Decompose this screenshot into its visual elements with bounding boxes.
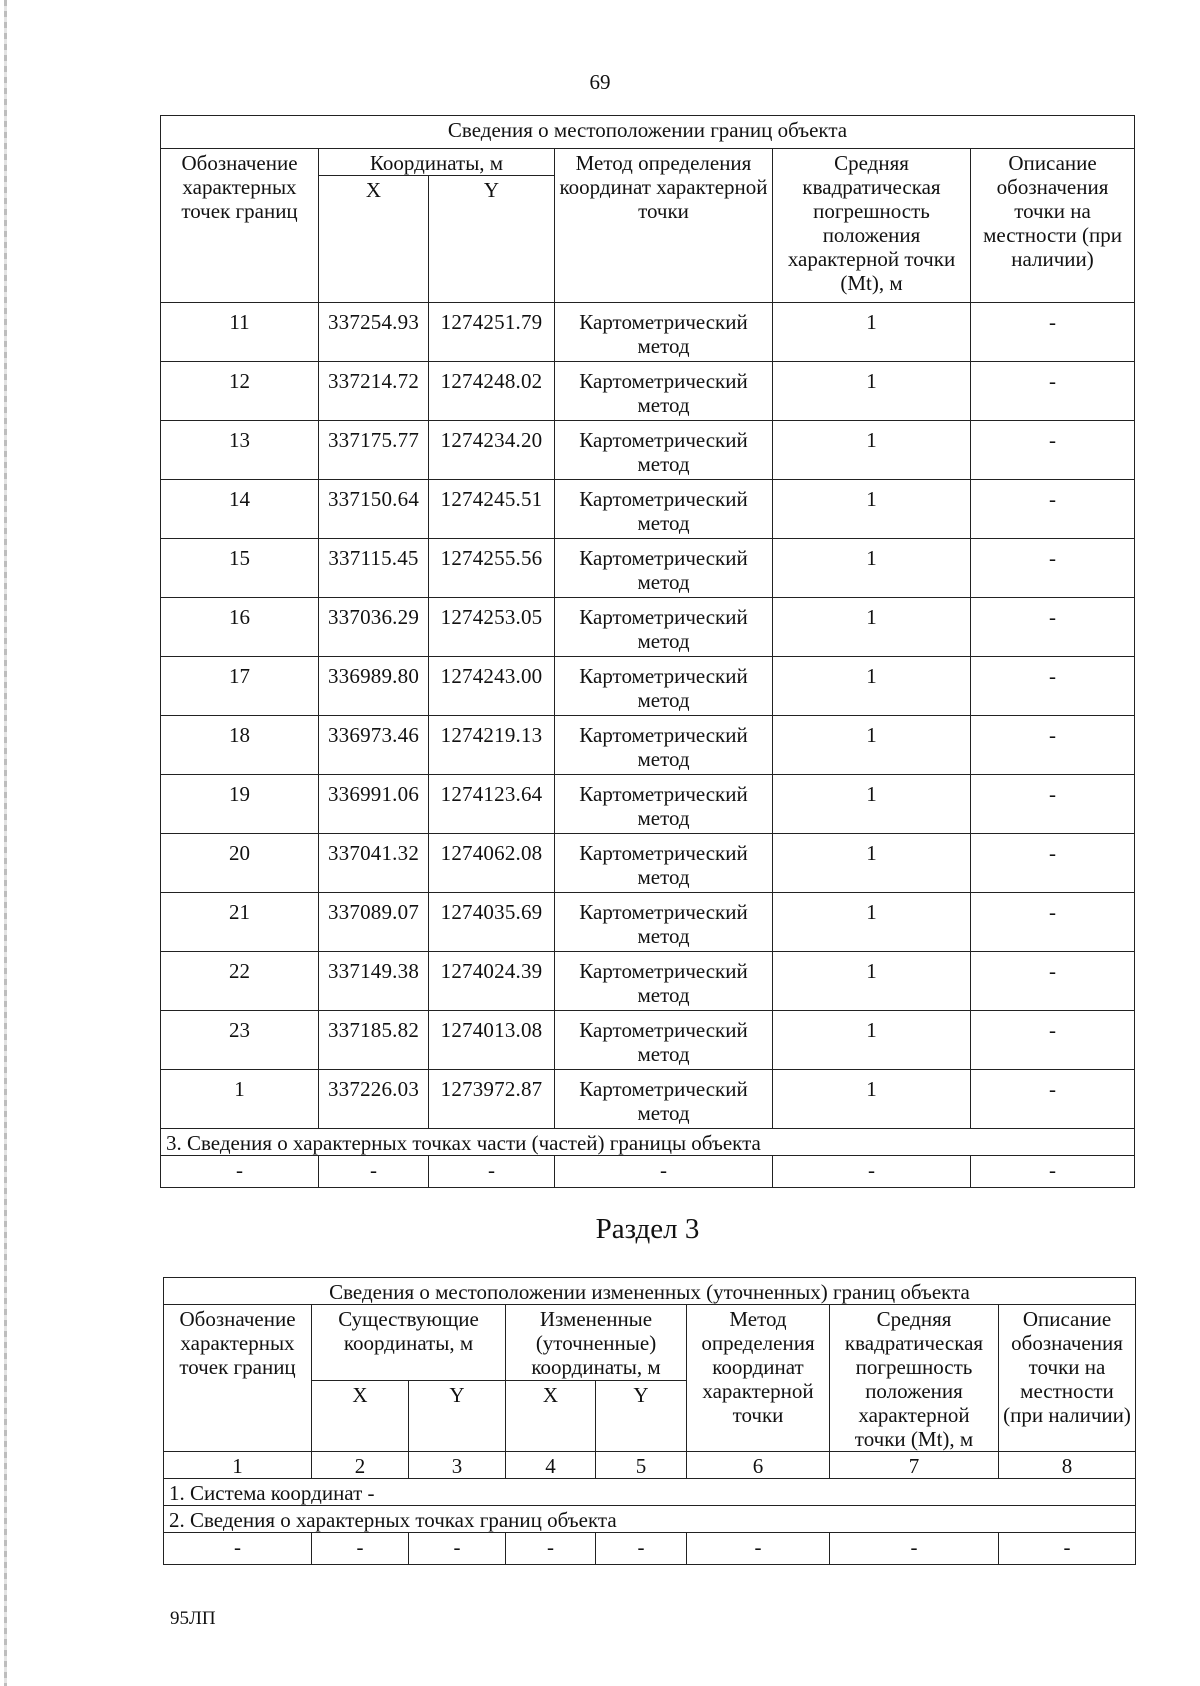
empty-cell: - bbox=[319, 1156, 429, 1188]
y-coordinate: 1274062.08 bbox=[429, 834, 555, 893]
column-number: 4 bbox=[506, 1452, 596, 1479]
error-value: 1 bbox=[773, 1070, 971, 1129]
description-cell: - bbox=[971, 480, 1135, 539]
column-number: 5 bbox=[596, 1452, 687, 1479]
description-cell: - bbox=[971, 303, 1135, 362]
header-existing-y: Y bbox=[409, 1380, 506, 1452]
point-label: 22 bbox=[161, 952, 319, 1011]
table-row bbox=[161, 952, 1135, 1011]
empty-cell: - bbox=[830, 1533, 999, 1565]
error-value: 1 bbox=[773, 303, 971, 362]
point-label: 13 bbox=[161, 421, 319, 480]
x-coordinate: 337115.45 bbox=[319, 539, 429, 598]
header-changed-x: X bbox=[506, 1380, 596, 1452]
scan-page-edge bbox=[4, 0, 7, 1686]
column-number: 1 bbox=[164, 1452, 312, 1479]
description-cell: - bbox=[971, 598, 1135, 657]
point-label: 17 bbox=[161, 657, 319, 716]
error-value: 1 bbox=[773, 539, 971, 598]
y-coordinate: 1274123.64 bbox=[429, 775, 555, 834]
x-coordinate: 337214.72 bbox=[319, 362, 429, 421]
table-row bbox=[161, 598, 1135, 657]
method-cell: Картометрический метод bbox=[555, 598, 773, 657]
x-coordinate: 337226.03 bbox=[319, 1070, 429, 1129]
x-coordinate: 337175.77 bbox=[319, 421, 429, 480]
error-value: 1 bbox=[773, 657, 971, 716]
point-label: 23 bbox=[161, 1011, 319, 1070]
y-coordinate: 1274035.69 bbox=[429, 893, 555, 952]
column-number: 6 bbox=[687, 1452, 830, 1479]
description-cell: - bbox=[971, 952, 1135, 1011]
empty-cell: - bbox=[161, 1156, 319, 1188]
column-number: 3 bbox=[409, 1452, 506, 1479]
description-cell: - bbox=[971, 1011, 1135, 1070]
section-title: Раздел 3 bbox=[595, 1213, 700, 1245]
empty-cell: - bbox=[312, 1533, 409, 1565]
description-cell: - bbox=[971, 421, 1135, 480]
empty-cell: - bbox=[687, 1533, 830, 1565]
error-value: 1 bbox=[773, 834, 971, 893]
header-description: Описание обозначения точки на местности (при наличии) bbox=[971, 149, 1135, 303]
table-title: Сведения о местоположении измененных (уточненных) границ объекта bbox=[164, 1278, 1136, 1305]
point-label: 19 bbox=[161, 775, 319, 834]
description-cell: - bbox=[971, 716, 1135, 775]
empty-cell: - bbox=[999, 1533, 1136, 1565]
header-changed-y: Y bbox=[596, 1380, 687, 1452]
method-cell: Картометрический метод bbox=[555, 480, 773, 539]
header-error: Средняя квадратическая погрешность положения характерной точки (Mt), м bbox=[830, 1305, 999, 1452]
column-number: 2 bbox=[312, 1452, 409, 1479]
description-cell: - bbox=[971, 775, 1135, 834]
x-coordinate: 336991.06 bbox=[319, 775, 429, 834]
point-label: 16 bbox=[161, 598, 319, 657]
x-coordinate: 336973.46 bbox=[319, 716, 429, 775]
header-coords: Координаты, м bbox=[319, 149, 555, 176]
x-coordinate: 337150.64 bbox=[319, 480, 429, 539]
method-cell: Картометрический метод bbox=[555, 362, 773, 421]
page-number: 69 bbox=[589, 70, 611, 94]
y-coordinate: 1273972.87 bbox=[429, 1070, 555, 1129]
error-value: 1 bbox=[773, 1011, 971, 1070]
error-value: 1 bbox=[773, 716, 971, 775]
method-cell: Картометрический метод bbox=[555, 834, 773, 893]
y-coordinate: 1274248.02 bbox=[429, 362, 555, 421]
method-cell: Картометрический метод bbox=[555, 1070, 773, 1129]
description-cell: - bbox=[971, 657, 1135, 716]
column-number-row bbox=[164, 1452, 1136, 1479]
error-value: 1 bbox=[773, 893, 971, 952]
point-label: 21 bbox=[161, 893, 319, 952]
table-row bbox=[161, 716, 1135, 775]
y-coordinate: 1274255.56 bbox=[429, 539, 555, 598]
coord-system-row: 1. Система координат - bbox=[164, 1479, 1136, 1506]
error-value: 1 bbox=[773, 421, 971, 480]
y-coordinate: 1274243.00 bbox=[429, 657, 555, 716]
table-row bbox=[161, 657, 1135, 716]
empty-cell: - bbox=[596, 1533, 687, 1565]
y-coordinate: 1274251.79 bbox=[429, 303, 555, 362]
header-point: Обозначение характерных точек границ bbox=[164, 1305, 312, 1452]
empty-row bbox=[164, 1533, 1136, 1565]
header-existing-x: X bbox=[312, 1380, 409, 1452]
header-error: Средняя квадратическая погрешность положения характерной точки (Mt), м bbox=[773, 149, 971, 303]
points-heading-row: 2. Сведения о характерных точках границ объекта bbox=[164, 1506, 1136, 1533]
y-coordinate: 1274253.05 bbox=[429, 598, 555, 657]
header-existing-coords: Существующие координаты, м bbox=[312, 1305, 506, 1381]
header-y: Y bbox=[429, 176, 555, 303]
table-row bbox=[161, 834, 1135, 893]
point-label: 14 bbox=[161, 480, 319, 539]
y-coordinate: 1274024.39 bbox=[429, 952, 555, 1011]
empty-cell: - bbox=[971, 1156, 1135, 1188]
error-value: 1 bbox=[773, 952, 971, 1011]
method-cell: Картометрический метод bbox=[555, 952, 773, 1011]
description-cell: - bbox=[971, 1070, 1135, 1129]
table-row bbox=[161, 303, 1135, 362]
changed-boundary-table bbox=[163, 1277, 1136, 1565]
table-title: Сведения о местоположении границ объекта bbox=[161, 116, 1135, 149]
table-row bbox=[161, 1011, 1135, 1070]
method-cell: Картометрический метод bbox=[555, 775, 773, 834]
point-label: 18 bbox=[161, 716, 319, 775]
table-row bbox=[161, 539, 1135, 598]
method-cell: Картометрический метод bbox=[555, 893, 773, 952]
x-coordinate: 336989.80 bbox=[319, 657, 429, 716]
error-value: 1 bbox=[773, 598, 971, 657]
description-cell: - bbox=[971, 539, 1135, 598]
method-cell: Картометрический метод bbox=[555, 421, 773, 480]
empty-cell: - bbox=[773, 1156, 971, 1188]
description-cell: - bbox=[971, 834, 1135, 893]
method-cell: Картометрический метод bbox=[555, 303, 773, 362]
y-coordinate: 1274013.08 bbox=[429, 1011, 555, 1070]
header-point: Обозначение характерных точек границ bbox=[161, 149, 319, 303]
column-number: 8 bbox=[999, 1452, 1136, 1479]
table-row bbox=[161, 1070, 1135, 1129]
header-x: X bbox=[319, 176, 429, 303]
point-label: 1 bbox=[161, 1070, 319, 1129]
method-cell: Картометрический метод bbox=[555, 1011, 773, 1070]
header-changed-coords: Измененные (уточненные) координаты, м bbox=[506, 1305, 687, 1381]
error-value: 1 bbox=[773, 480, 971, 539]
empty-cell: - bbox=[164, 1533, 312, 1565]
point-label: 11 bbox=[161, 303, 319, 362]
empty-cell: - bbox=[555, 1156, 773, 1188]
x-coordinate: 337149.38 bbox=[319, 952, 429, 1011]
table-row bbox=[161, 421, 1135, 480]
footer-code: 95ЛП bbox=[170, 1608, 216, 1629]
error-value: 1 bbox=[773, 362, 971, 421]
empty-row bbox=[161, 1156, 1135, 1188]
empty-cell: - bbox=[506, 1533, 596, 1565]
header-method: Метод определения координат характерной точки bbox=[555, 149, 773, 303]
description-cell: - bbox=[971, 362, 1135, 421]
point-label: 15 bbox=[161, 539, 319, 598]
point-label: 20 bbox=[161, 834, 319, 893]
column-number: 7 bbox=[830, 1452, 999, 1479]
error-value: 1 bbox=[773, 775, 971, 834]
table-row bbox=[161, 775, 1135, 834]
x-coordinate: 337041.32 bbox=[319, 834, 429, 893]
empty-cell: - bbox=[429, 1156, 555, 1188]
method-cell: Картометрический метод bbox=[555, 539, 773, 598]
method-cell: Картометрический метод bbox=[555, 716, 773, 775]
y-coordinate: 1274219.13 bbox=[429, 716, 555, 775]
table-row bbox=[161, 362, 1135, 421]
method-cell: Картометрический метод bbox=[555, 657, 773, 716]
x-coordinate: 337089.07 bbox=[319, 893, 429, 952]
boundary-location-table bbox=[160, 115, 1135, 1188]
empty-cell: - bbox=[409, 1533, 506, 1565]
x-coordinate: 337185.82 bbox=[319, 1011, 429, 1070]
table-row bbox=[161, 893, 1135, 952]
header-description: Описание обозначения точки на местности (при наличии) bbox=[999, 1305, 1136, 1452]
y-coordinate: 1274234.20 bbox=[429, 421, 555, 480]
table-row bbox=[161, 480, 1135, 539]
part-points-heading: 3. Сведения о характерных точках части (частей) границы объекта bbox=[161, 1129, 1135, 1156]
x-coordinate: 337036.29 bbox=[319, 598, 429, 657]
x-coordinate: 337254.93 bbox=[319, 303, 429, 362]
y-coordinate: 1274245.51 bbox=[429, 480, 555, 539]
description-cell: - bbox=[971, 893, 1135, 952]
header-method: Метод определения координат характерной точки bbox=[687, 1305, 830, 1452]
point-label: 12 bbox=[161, 362, 319, 421]
